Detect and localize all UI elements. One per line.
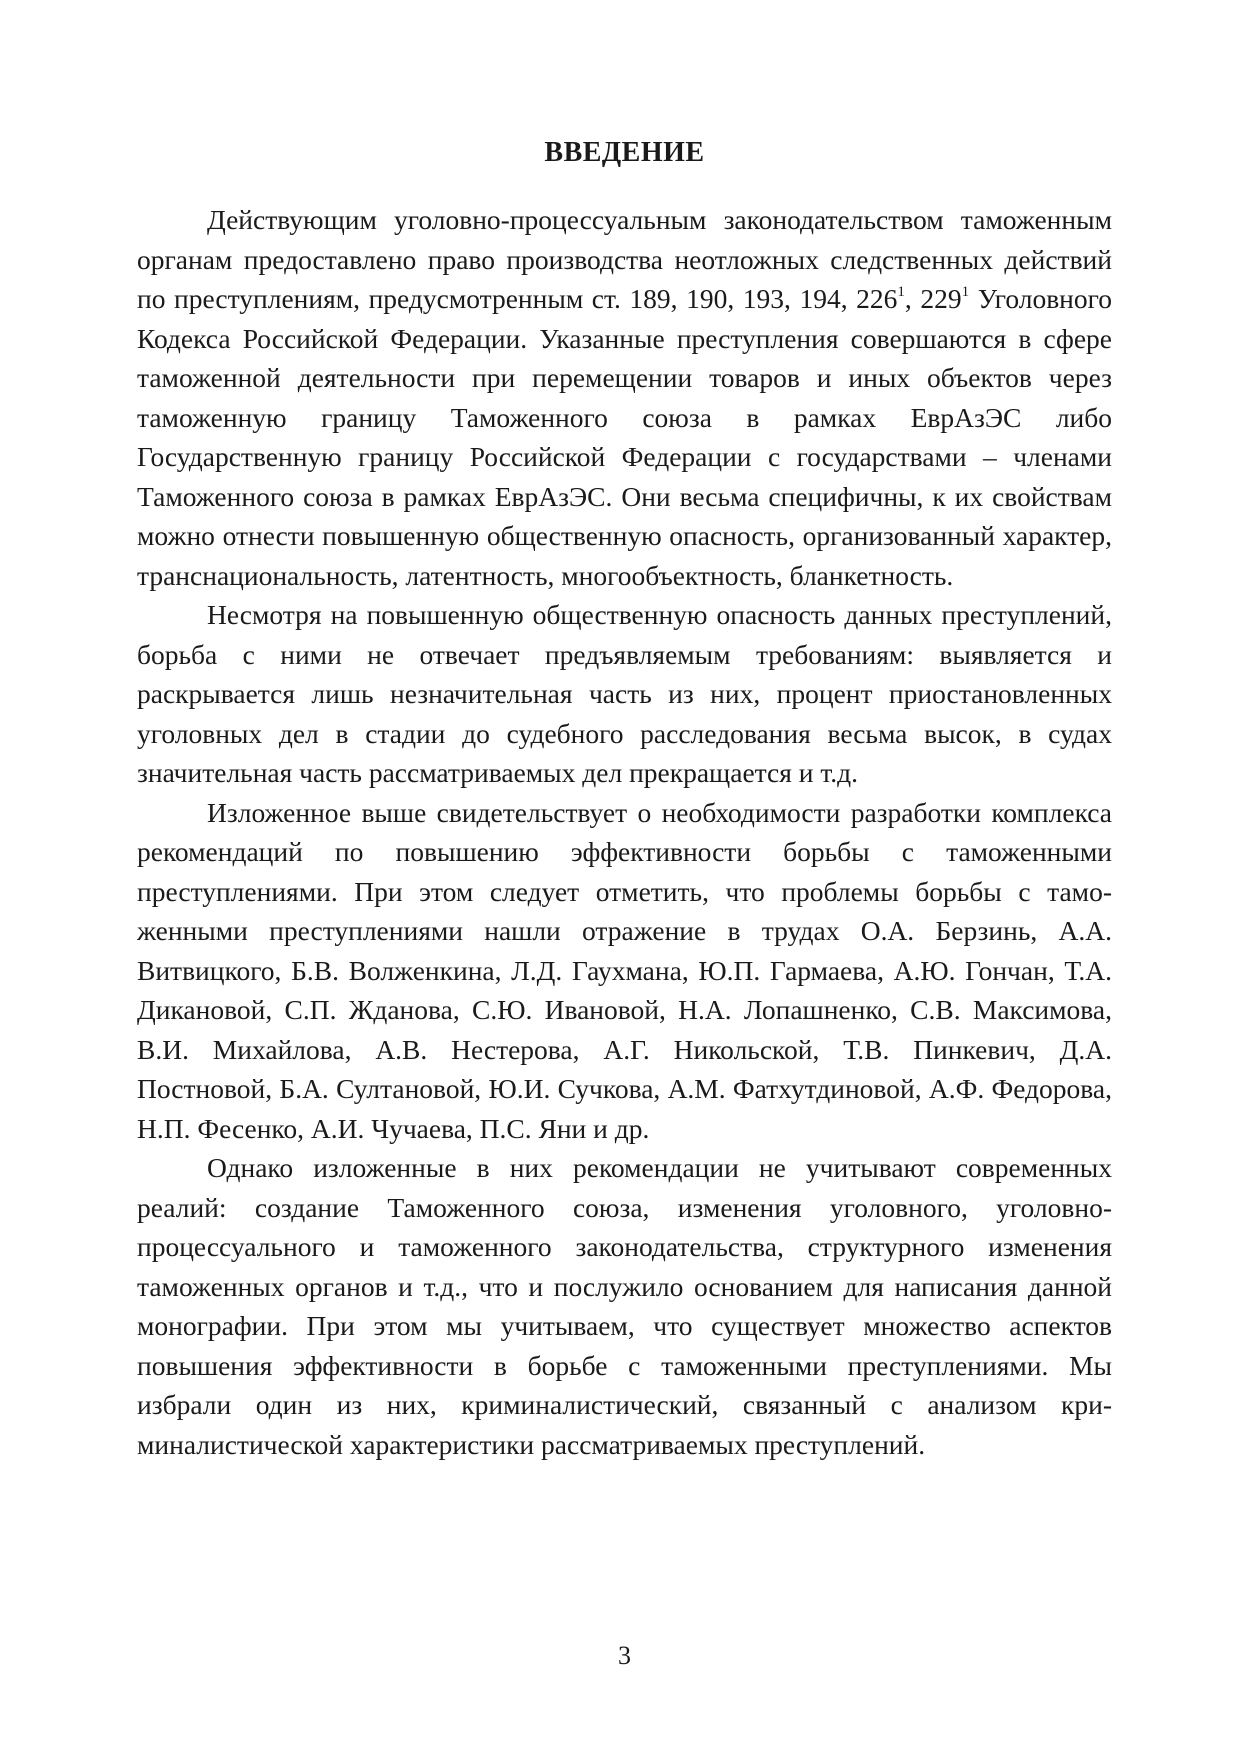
paragraph-1-part-a: Действующим уголовно-процессуальным законодательством таможенным органам предоставлено право производства неотложных следственных действий по преступлениям, предусмотренным ст. 189, 190, 193, 194, 226 <box>137 204 1112 314</box>
page-number: 3 <box>618 1641 631 1670</box>
paragraph-4: Однако изложенные в них рекомендации не учитывают современных реалий: создание Таможенного союза, изменения уголовного, уголовно-процессуального и таможенного законодательства, структурного изменения таможенных органов и т.д., что и послужило основанием для написания данной монографии. При этом мы учитываем, что существует множество аспектов повышения эффективности в борьбе с таможенными преступлениями. Мы избрали один из них, криминалистический, связанный с анализом криминалистической характеристики рассматриваемых преступлений. <box>137 1152 1112 1460</box>
paragraph-2: Несмотря на повышенную общественную опасность данных преступлений, борьба с ними не отвечает предъявляемым требованиям: выявляется и раскрывается лишь незначительная часть из них, процент приостановленных уголовных дел в стадии до судебного расследования весьма высок, в судах значительная часть рассматриваемых дел прекращается и т.д. <box>137 599 1112 788</box>
page-title: ВВЕДЕНИЕ <box>544 137 705 168</box>
paragraph-1-part-b: , 229 <box>904 283 962 314</box>
footnote-sup-1: 1 <box>897 284 905 300</box>
footnote-sup-2: 1 <box>961 284 970 300</box>
document-page <box>137 0 1112 1755</box>
paragraph-1 <box>137 200 1112 595</box>
body-text <box>137 200 1112 1464</box>
paragraph-1-part-c: Уголовного Кодекса Российской Федерации. Указанные преступления совершаются в сфере таможенной деятельности при перемещении товаров и иных объектов через таможенную границу Таможенного союза в рамках ЕврАзЭС либо Государственную границу Российской Федерации с государствами – членами Таможенного союза в рамках ЕврАзЭС. Они весьма специфичны, к их свойствам можно отнести повышенную общественную опасность, организованный характер, транснациональность, латентность, многообъектность, бланкетность. <box>137 283 1112 591</box>
paragraph-3: Изложенное выше свидетельствует о необходимости разработки комплекса рекомендаций по повышению эффективности борьбы с таможенными преступлениями. При этом следует отметить, что проблемы борьбы с таможенными преступлениями нашли отражение в трудах О.А. Берзинь, А.А. Витвицкого, Б.В. Волженкина, Л.Д. Гаухмана, Ю.П. Гармаева, А.Ю. Гончан, Т.А. Дикановой, С.П. Жданова, С.Ю. Ивановой, Н.А. Лопашненко, С.В. Максимова, В.И. Михайлова, А.В. Нестерова, А.Г. Никольской, Т.В. Пинкевич, Д.А. Постновой, Б.А. Султановой, Ю.И. Сучкова, А.М. Фатхутдиновой, А.Ф. Федорова, Н.П. Фесенко, А.И. Чучаева, П.С. Яни и др. <box>137 796 1112 1144</box>
